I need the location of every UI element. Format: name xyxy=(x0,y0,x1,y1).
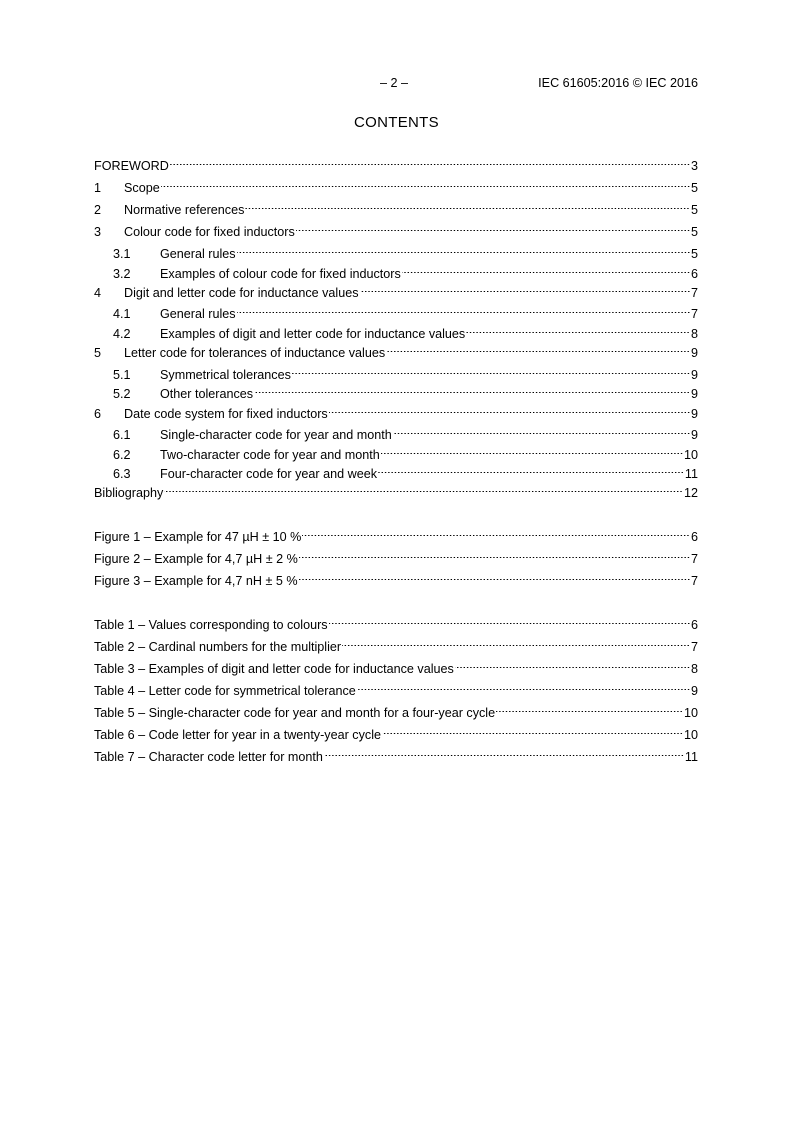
toc-entry-number: 5 xyxy=(94,346,102,360)
dot-leader xyxy=(237,309,690,315)
toc-entry-6-1[interactable] xyxy=(94,426,698,444)
toc-entry-page: 5 xyxy=(690,203,698,217)
toc-entry-6[interactable] xyxy=(94,405,698,423)
dot-leader xyxy=(254,389,690,395)
toc-entry-label: Normative references xyxy=(124,203,245,217)
dot-leader xyxy=(381,450,683,456)
figure-entry-1[interactable] xyxy=(94,528,698,546)
toc-entry-page: 6 xyxy=(690,267,698,281)
table-entry-2[interactable] xyxy=(94,638,698,656)
dot-leader xyxy=(292,370,690,376)
toc-entry-label: Single-character code for year and month xyxy=(160,428,392,442)
document-reference: IEC 61605:2016 © IEC 2016 xyxy=(538,76,698,90)
table-entry-label: Table 3 – Examples of digit and letter code for inductance values xyxy=(94,662,454,676)
table-entry-label: Table 6 – Code letter for year in a twenty-year cycle xyxy=(94,728,381,742)
toc-entry-page: 9 xyxy=(690,407,698,421)
toc-entry-5[interactable] xyxy=(94,344,698,362)
toc-entry-5-1[interactable] xyxy=(94,366,698,384)
page-header xyxy=(94,76,698,92)
toc-entry-page: 7 xyxy=(690,307,698,321)
toc-entry-page: 8 xyxy=(690,327,698,341)
toc-entry-label: General rules xyxy=(160,307,236,321)
toc-entry-label: Symmetrical tolerances xyxy=(160,368,291,382)
toc-entry-number: 2 xyxy=(94,203,102,217)
figure-entry-page: 6 xyxy=(690,530,698,544)
toc-entry-label: Other tolerances xyxy=(160,387,254,401)
dot-leader xyxy=(496,708,683,714)
table-entry-1[interactable] xyxy=(94,616,698,634)
dot-leader xyxy=(378,469,684,475)
figure-entry-label: Figure 1 – Example for 47 µH ± 10 % xyxy=(94,530,302,544)
toc-entry-label: Four-character code for year and week xyxy=(160,467,377,481)
toc-entry-3-2[interactable] xyxy=(94,265,698,283)
toc-entry-number: 1 xyxy=(94,181,102,195)
toc-entry-number: 3.2 xyxy=(113,267,131,281)
dot-leader xyxy=(245,205,690,211)
toc-entry-1[interactable] xyxy=(94,179,698,197)
toc-entry-label: Digit and letter code for inductance values xyxy=(124,286,359,300)
toc-entry-3[interactable] xyxy=(94,223,698,241)
toc-entry-number: 6 xyxy=(94,407,102,421)
table-entry-page: 11 xyxy=(684,750,698,764)
dot-leader xyxy=(161,183,690,189)
page-title: CONTENTS xyxy=(354,114,439,131)
toc-entry-number: 6.2 xyxy=(113,448,131,462)
table-entry-label: Table 7 – Character code letter for month xyxy=(94,750,323,764)
toc-entry-page: 9 xyxy=(690,428,698,442)
dot-leader xyxy=(455,664,690,670)
toc-entry-page: 12 xyxy=(683,486,698,500)
toc-entry-number: 4.1 xyxy=(113,307,131,321)
table-entry-label: Table 5 – Single-character code for year and month for a four-year cycle xyxy=(94,706,496,720)
toc-entry-label: Bibliography xyxy=(94,486,164,500)
toc-entry-label: Colour code for fixed inductors xyxy=(124,225,295,239)
figure-entry-page: 7 xyxy=(690,574,698,588)
toc-entry-6-2[interactable] xyxy=(94,446,698,464)
table-entry-5[interactable] xyxy=(94,704,698,722)
table-entry-page: 10 xyxy=(683,706,698,720)
toc-entry-label: Examples of colour code for fixed inductors xyxy=(160,267,401,281)
table-entry-page: 7 xyxy=(690,640,698,654)
toc-entry-number: 3.1 xyxy=(113,247,131,261)
table-entry-label: Table 1 – Values corresponding to colours xyxy=(94,618,328,632)
toc-entry-label: Date code system for fixed inductors xyxy=(124,407,328,421)
table-entry-page: 6 xyxy=(690,618,698,632)
toc-entry-number: 6.1 xyxy=(113,428,131,442)
table-entry-page: 8 xyxy=(690,662,698,676)
toc-entry-label: Two-character code for year and month xyxy=(160,448,380,462)
figure-entry-label: Figure 2 – Example for 4,7 µH ± 2 % xyxy=(94,552,298,566)
dot-leader xyxy=(299,576,690,582)
dot-leader xyxy=(382,730,683,736)
dot-leader xyxy=(360,288,690,294)
toc-entry-4-1[interactable] xyxy=(94,305,698,323)
toc-entry-4-2[interactable] xyxy=(94,325,698,343)
dot-leader xyxy=(466,329,690,335)
dot-leader xyxy=(299,554,690,560)
toc-entry-page: 10 xyxy=(683,448,698,462)
dot-leader xyxy=(237,249,690,255)
table-entry-6[interactable] xyxy=(94,726,698,744)
dot-leader xyxy=(402,269,690,275)
toc-entry-page: 5 xyxy=(690,181,698,195)
table-entry-7[interactable] xyxy=(94,748,698,766)
toc-entry-5-2[interactable] xyxy=(94,385,698,403)
dot-leader xyxy=(342,642,690,648)
figure-entry-2[interactable] xyxy=(94,550,698,568)
table-entry-4[interactable] xyxy=(94,682,698,700)
toc-entry-label: Examples of digit and letter code for inductance values xyxy=(160,327,466,341)
toc-entry-number: 5.1 xyxy=(113,368,131,382)
toc-entry-page: 11 xyxy=(684,467,698,481)
dot-leader xyxy=(164,488,683,494)
dot-leader xyxy=(324,752,684,758)
dot-leader xyxy=(329,409,690,415)
figure-entry-label: Figure 3 – Example for 4,7 nH ± 5 % xyxy=(94,574,298,588)
toc-entry-6-3[interactable] xyxy=(94,465,698,483)
table-entry-page: 9 xyxy=(690,684,698,698)
toc-entry-4[interactable] xyxy=(94,284,698,302)
toc-entry-bibliography[interactable] xyxy=(94,484,698,502)
toc-entry-page: 3 xyxy=(690,159,698,173)
toc-entry-3-1[interactable] xyxy=(94,245,698,263)
toc-entry-label: Scope xyxy=(124,181,160,195)
table-entry-3[interactable] xyxy=(94,660,698,678)
toc-entry-number: 5.2 xyxy=(113,387,131,401)
toc-entry-label: General rules xyxy=(160,247,236,261)
toc-entry-page: 5 xyxy=(690,247,698,261)
toc-entry-page: 7 xyxy=(690,286,698,300)
toc-entry-number: 6.3 xyxy=(113,467,131,481)
toc-entry-foreword[interactable] xyxy=(94,157,698,175)
dot-leader xyxy=(329,620,690,626)
table-entry-label: Table 2 – Cardinal numbers for the multiplier xyxy=(94,640,342,654)
toc-entry-page: 9 xyxy=(690,346,698,360)
toc-entry-number: 4 xyxy=(94,286,102,300)
toc-entry-page: 9 xyxy=(690,368,698,382)
dot-leader xyxy=(386,348,690,354)
toc-entry-number: 3 xyxy=(94,225,102,239)
toc-entry-number: 4.2 xyxy=(113,327,131,341)
figure-entry-3[interactable] xyxy=(94,572,698,590)
toc-entry-page: 9 xyxy=(690,387,698,401)
table-entry-page: 10 xyxy=(683,728,698,742)
toc-entry-2[interactable] xyxy=(94,201,698,219)
figure-entry-page: 7 xyxy=(690,552,698,566)
dot-leader xyxy=(170,161,690,167)
dot-leader xyxy=(296,227,690,233)
toc-entry-page: 5 xyxy=(690,225,698,239)
page-number: – 2 – xyxy=(379,76,409,90)
dot-leader xyxy=(393,430,690,436)
dot-leader xyxy=(357,686,690,692)
dot-leader xyxy=(302,532,690,538)
toc-entry-label: FOREWORD xyxy=(94,159,169,173)
toc-entry-label: Letter code for tolerances of inductance values xyxy=(124,346,386,360)
table-entry-label: Table 4 – Letter code for symmetrical tolerance xyxy=(94,684,356,698)
